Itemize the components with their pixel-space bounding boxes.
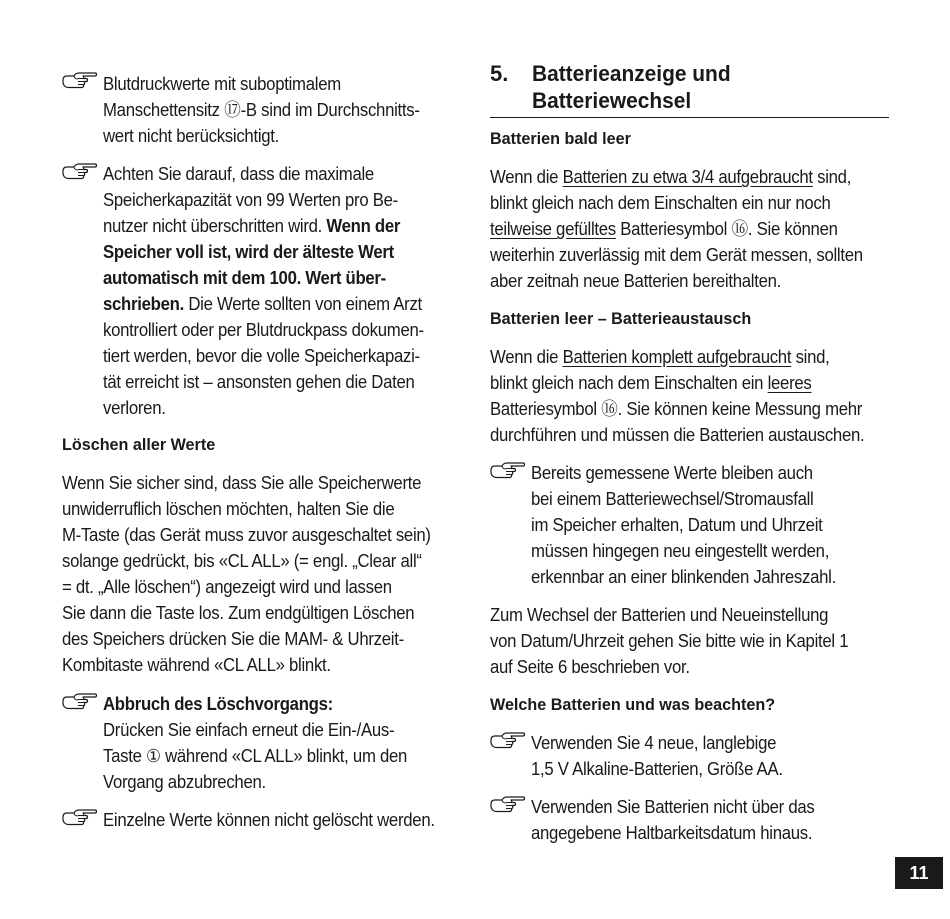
pointing-hand-icon (62, 692, 98, 712)
paragraph-line: aber zeitnah neue Batterien bereithalten. (490, 271, 782, 291)
pointing-hand-icon (490, 731, 526, 751)
paragraph-line: Wenn Sie sicher sind, dass Sie alle Speicherwerte (62, 473, 422, 493)
paragraph-line (490, 344, 830, 370)
note-bold-text: schrieben. (103, 294, 184, 314)
note-line: Vorgang abzubrechen. (103, 772, 266, 792)
note-line: Bereits gemessene Werte bleiben auch (531, 463, 813, 483)
paragraph-line: weiterhin zuverlässig mit dem Gerät messen, sollten (490, 245, 863, 265)
text: sind, (791, 347, 830, 367)
underlined-text: Batterien zu etwa 3/4 aufgebraucht (562, 167, 813, 187)
paragraph-line: Zum Wechsel der Batterien und Neueinstellung (490, 605, 829, 625)
section-title-line: Batteriewechsel (532, 88, 692, 113)
section-number: 5. (490, 61, 509, 86)
note-line: Verwenden Sie 4 neue, langlebige (531, 733, 777, 753)
pointing-hand-icon (490, 795, 526, 815)
text: Batteriesymbol ⑯. Sie können (615, 219, 838, 239)
heading-delete-all: Löschen aller Werte (62, 435, 216, 454)
pointing-hand-icon (62, 162, 98, 182)
note-line: Speicherkapazität von 99 Werten pro Be- (103, 190, 398, 210)
note-line: Drücken Sie einfach erneut die Ein-/Aus- (103, 720, 395, 740)
pointing-hand-icon (62, 808, 98, 828)
page-number: 11 (895, 857, 943, 889)
section-title-line: Batterieanzeige und (532, 61, 731, 86)
underlined-text: teilweise gefülltes (490, 219, 616, 239)
paragraph-line: unwiderruflich löschen möchten, halten Sie die (62, 499, 395, 519)
note-line: kontrolliert oder per Blutdruckpass dokumen- (103, 320, 424, 340)
heading-batteries-empty: Batterien leer – Batterieaustausch (490, 309, 752, 328)
underlined-text: leeres (767, 373, 812, 393)
paragraph-line (490, 216, 838, 242)
note-line (103, 239, 394, 265)
note-line: bei einem Batteriewechsel/Stromausfall (531, 489, 814, 509)
note-bold-text: Abbruch des Löschvorgangs: (103, 694, 333, 714)
paragraph-line: M-Taste (das Gerät muss zuvor ausgeschaltet sein) (62, 525, 431, 545)
note-title (103, 691, 333, 717)
note-bold-text: Speicher voll ist, wird der älteste Wert (103, 242, 394, 262)
underlined-text: Batterien komplett aufgebraucht (562, 347, 792, 367)
note-line: müssen hingegen neu eingestellt werden, (531, 541, 830, 561)
note-line: erkennbar an einer blinkenden Jahreszahl. (531, 567, 836, 587)
text: sind, (812, 167, 852, 187)
note-line: Einzelne Werte können nicht gelöscht werden. (103, 810, 435, 830)
note-line: angegebene Haltbarkeitsdatum hinaus. (531, 823, 813, 843)
note-line: Manschettensitz ⑰-B sind im Durchschnitts- (103, 100, 420, 120)
note-line: wert nicht berücksichtigt. (103, 126, 280, 146)
note-line: im Speicher erhalten, Datum und Uhrzeit (531, 515, 823, 535)
note-line: verloren. (103, 398, 166, 418)
note-line: Blutdruckwerte mit suboptimalem (103, 74, 341, 94)
paragraph-line: Kombitaste während «CL ALL» blinkt. (62, 655, 331, 675)
paragraph-line: solange gedrückt, bis «CL ALL» (= engl. „Clear all“ (62, 551, 422, 571)
text: Wenn die (490, 167, 563, 187)
text: Wenn die (490, 347, 563, 367)
note-bold-text: Wenn der (326, 216, 401, 236)
note-line (103, 265, 386, 291)
paragraph-line: blinkt gleich nach dem Einschalten ein nur noch (490, 193, 831, 213)
note-line: Achten Sie darauf, dass die maximale (103, 164, 374, 184)
paragraph-line: Sie dann die Taste los. Zum endgültigen Löschen (62, 603, 415, 623)
paragraph-line (490, 164, 851, 190)
paragraph-line: durchführen und müssen die Batterien austauschen. (490, 425, 865, 445)
note-text: nutzer nicht überschritten wird. (103, 216, 327, 236)
note-line (103, 291, 422, 317)
note-line: tiert werden, bevor die volle Speicherkapazi- (103, 346, 420, 366)
note-line (103, 213, 400, 239)
pointing-hand-icon (490, 461, 526, 481)
heading-batteries-low: Batterien bald leer (490, 129, 631, 148)
paragraph-line: von Datum/Uhrzeit gehen Sie bitte wie in Kapitel 1 (490, 631, 849, 651)
note-line: tät erreicht ist – ansonsten gehen die Daten (103, 372, 415, 392)
paragraph-line: des Speichers drücken Sie die MAM- & Uhrzeit- (62, 629, 404, 649)
note-bold-text: automatisch mit dem 100. Wert über- (103, 268, 386, 288)
note-line: 1,5 V Alkaline-Batterien, Größe AA. (531, 759, 783, 779)
note-line: Verwenden Sie Batterien nicht über das (531, 797, 815, 817)
paragraph-line (490, 370, 812, 396)
paragraph-line: = dt. „Alle löschen“) angezeigt wird und lassen (62, 577, 392, 597)
text: blinkt gleich nach dem Einschalten ein (490, 373, 768, 393)
pointing-hand-icon (62, 71, 98, 91)
note-text: Die Werte sollten von einem Arzt (183, 294, 422, 314)
note-line: Taste ① während «CL ALL» blinkt, um den (103, 746, 408, 766)
heading-which-batteries: Welche Batterien und was beachten? (490, 695, 776, 714)
paragraph-line: auf Seite 6 beschrieben vor. (490, 657, 690, 677)
section-divider (490, 117, 889, 118)
paragraph-line: Batteriesymbol ⑯. Sie können keine Messung mehr (490, 399, 863, 419)
